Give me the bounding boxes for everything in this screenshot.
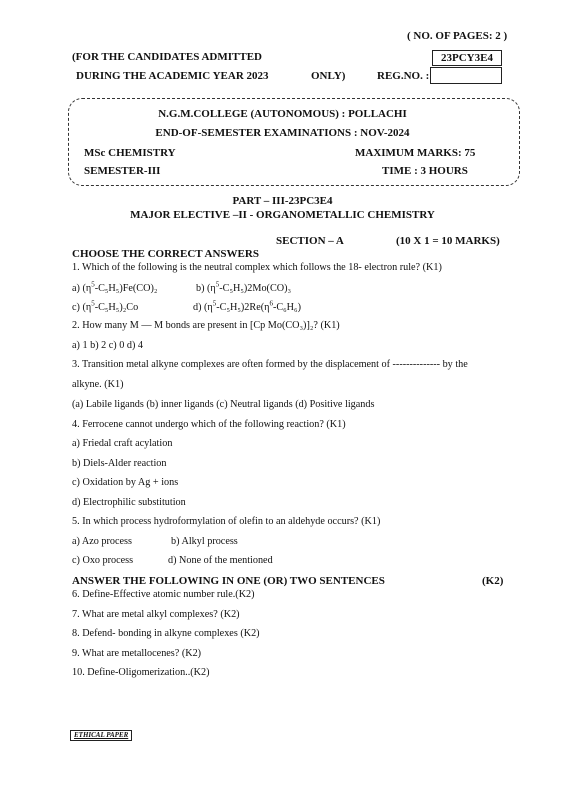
question-5-option-b: b) Alkyl process [171, 536, 238, 547]
question-2: 2. How many M — M bonds are present in [Cp Mo(CO₃)]₂? (K1) [72, 320, 340, 331]
section-a-heading: SECTION – A [276, 235, 344, 247]
question-3-line-2: alkyne. (K1) [72, 379, 124, 390]
paper-title: MAJOR ELECTIVE –II - ORGANOMETALLIC CHEMISTRY [130, 209, 435, 221]
question-4-option-a: a) Friedal craft acylation [72, 438, 173, 449]
exam-time: TIME : 3 HOURS [382, 165, 468, 177]
question-7: 7. What are metal alkyl complexes? (K2) [72, 609, 240, 620]
semester: SEMESTER-III [84, 165, 161, 177]
question-3-options: (a) Labile ligands (b) inner ligands (c) Neutral ligands (d) Positive ligands [72, 399, 375, 410]
course-code: 23PCY3E4 [441, 52, 493, 64]
question-1: 1. Which of the following is the neutral complex which follows the 18- electron rule? (K1) [72, 262, 442, 273]
question-1-option-a: a) $(\eta^5-C_5H_5)Fe(CO)_2$ [72, 280, 158, 294]
question-5-option-d: d) None of the mentioned [168, 555, 273, 566]
max-marks: MAXIMUM MARKS: 75 [355, 147, 476, 159]
question-9: 9. What are metallocenes? (K2) [72, 648, 202, 659]
section-a-marks: (10 X 1 = 10 MARKS) [396, 235, 500, 247]
short-answer-heading: ANSWER THE FOLLOWING IN ONE (OR) TWO SENTENCES [72, 575, 385, 587]
section-a-instruction: CHOOSE THE CORRECT ANSWERS [72, 248, 259, 260]
programme: MSc CHEMISTRY [84, 147, 176, 159]
question-4-option-b: b) Diels-Alder reaction [72, 458, 167, 469]
question-5-option-a: a) Azo process [72, 536, 132, 547]
question-5-option-c: c) Oxo process [72, 555, 134, 566]
question-4-option-d: d) Electrophilic substitution [72, 497, 186, 508]
exam-name: END-OF-SEMESTER EXAMINATIONS : NOV-2024 [155, 127, 410, 139]
course-code-box [432, 50, 502, 66]
reg-no-label: REG.NO. : [377, 70, 430, 82]
short-answer-level: (K2) [482, 575, 504, 587]
question-2-options: a) 1 b) 2 c) 0 d) 4 [72, 340, 144, 351]
candidates-line-1: (FOR THE CANDIDATES ADMITTED [72, 51, 262, 63]
reg-no-field[interactable] [430, 67, 502, 84]
candidates-line-2: DURING THE ACADEMIC YEAR 2023 [76, 70, 269, 82]
question-3-line-1: 3. Transition metal alkyne complexes are often formed by the displacement of -------------- by the [72, 359, 468, 370]
only-label: ONLY) [311, 70, 346, 82]
page-count: ( NO. OF PAGES: 2 ) [407, 30, 508, 42]
question-8: 8. Defend- bonding in alkyne complexes (K2) [72, 628, 260, 639]
college-name: N.G.M.COLLEGE (AUTONOMOUS) : POLLACHI [158, 108, 407, 120]
question-5: 5. In which process hydroformylation of olefin to an aldehyde occurs? (K1) [72, 516, 381, 527]
question-1-option-c: c) $(\eta^5-C_5H_5)_2Co$ [72, 299, 139, 313]
part-code: PART – III-23PC3E4 [232, 195, 333, 207]
question-6: 6. Define-Effective atomic number rule.(K2) [72, 589, 255, 600]
question-4: 4. Ferrocene cannot undergo which of the following reaction? (K1) [72, 419, 346, 430]
question-10: 10. Define-Oligomerization..(K2) [72, 667, 210, 678]
ethical-paper-stamp: ETHICAL PAPER [70, 730, 132, 741]
question-1-option-b: b) $(\eta^5-C_5H_5)2Mo(CO)_3$ [196, 280, 292, 294]
question-4-option-c: c) Oxidation by Ag + ions [72, 477, 179, 488]
question-1-option-d: d) $(\eta^5-C_5H_5)2Re(\eta^6-C_6H_6)$ [193, 299, 301, 313]
